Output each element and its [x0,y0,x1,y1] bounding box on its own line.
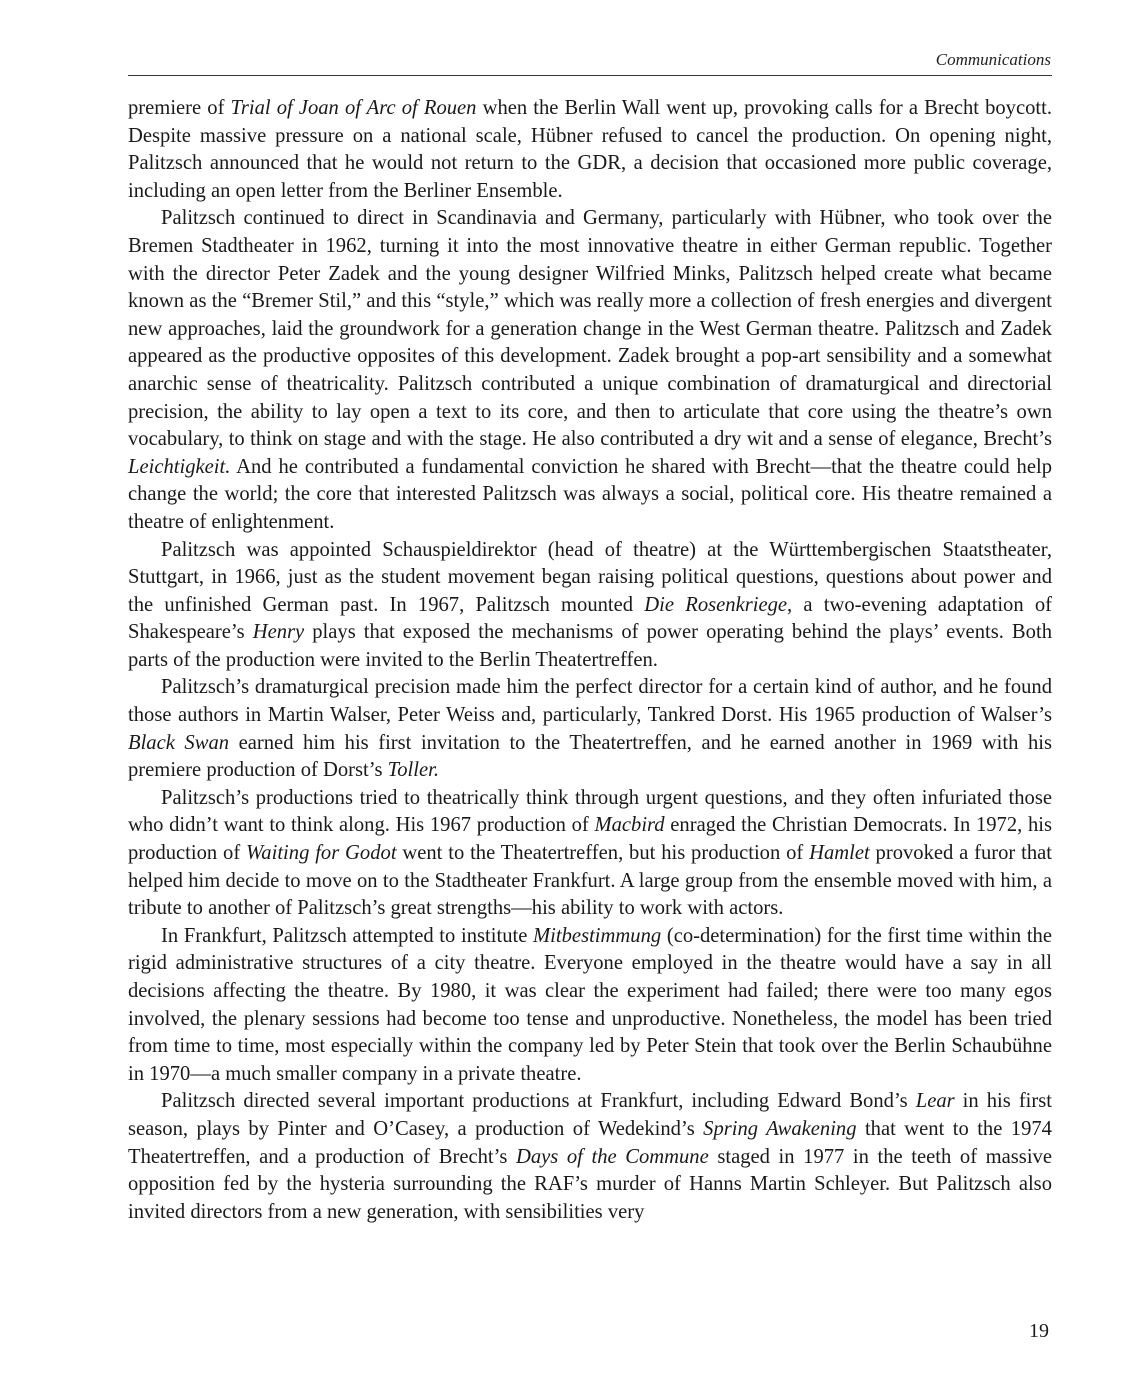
italic-title: Days of the Commune [515,1145,709,1168]
paragraph-1 [128,95,1052,205]
text-run: In Frankfurt, Palitzsch attempted to institute [161,924,534,947]
italic-title: Mitbestimmung [533,924,662,947]
paragraph-4 [128,674,1052,784]
italic-title: Spring Awakening [703,1117,857,1140]
italic-title: Toller. [387,759,439,782]
text-run: , a two-evening adaptation of Shakespeare’s [128,593,1053,644]
italic-title: Henry [252,621,305,644]
paragraph-5 [128,785,1052,923]
running-head: Communications [935,50,1051,69]
text-run: earned him his first invitation to the Theatertreffen, and he earned another in 1969 with his premiere production of Dorst’s [128,731,1052,782]
text-run: staged in 1977 in the teeth of massive opposition fed by the hysteria surrounding the RAF’s murder of Hanns Martin Schleyer. But Palitzsch also invited directors from a new generation, with sensibilities very [128,1145,1052,1223]
body-text [128,95,1052,1226]
text-run: And he contributed a fundamental conviction he shared with Brecht—that the theatre could help change the world; the core that interested Palitzsch was always a social, political core. His theatre remained a theatre of enlightenment. [128,455,1052,533]
italic-title: Black Swan [128,731,230,754]
text-run: Palitzsch directed several important productions at Frankfurt, including Edward Bond’s [161,1090,916,1113]
italic-title: Trial of Joan of Arc of Rouen [230,97,477,119]
text-run: (co-determination) for the first time within the rigid administrative structures of a city theatre. Everyone employed in the theatre would have a say in all decisions affecting the theatre. By 1980, it was clear the experiment had failed; there were too many egos involved, the plenary sessions had become too tense and unproductive. Nonetheless, the model has been tried from time to time, most especially within the company led by Peter Stein that took over the Berlin Schaubühne in 1970—a much smaller company in a private theatre. [128,924,1052,1085]
text-run: went to the Theatertreffen, but his production of [396,842,810,865]
text-run: plays that exposed the mechanisms of power operating behind the plays’ events. Both parts of the production were invited to the Berlin Theatertreffen. [128,621,1052,671]
text-run: enraged the Christian Democrats. In 1972, his production of [128,814,1053,865]
text-run: Palitzsch’s dramaturgical precision made him the perfect director for a certain kind of author, and he found those authors in Martin Walser, Peter Weiss and, particularly, Tankred Dorst. His 1965 production of Walser’s [128,676,1052,727]
header-rule [128,75,1052,76]
italic-title: Lear [915,1090,955,1113]
text-run: Palitzsch continued to direct in Scandinavia and Germany, particularly with Hübner, who took over the Bremen Stadtheater in 1962, turning it into the most innovative theatre in either German republic. Together with the director Peter Zadek and the young designer Wilfried Minks, Palitzsch helped create what became known as the “Bremer Stil,” and this “style,” which was really more a collection of fresh energies and divergent new approaches, laid the groundwork for a generation change in the West German theatre. Palitzsch and Zadek appeared as the productive opposites of this development. Zadek brought a pop-art sensibility and a somewhat anarchic sense of theatricality. Palitzsch contributed a unique combination of dramaturgical and directorial precision, the ability to lay open a text to its core, and then to articulate that core using the theatre’s own vocabulary, to think on stage and with the stage. He also contributed a dry wit and a sense of elegance, Brecht’s [128,207,1052,451]
paragraph-3 [128,537,1052,675]
italic-title: Die Rosenkriege [644,593,788,616]
text-run: when the Berlin Wall went up, provoking calls for a Brecht boycott. Despite massive pressure on a national scale, Hübner refused to cancel the production. On opening night, Palitzsch announced that he would not return to the GDR, a decision that occasioned more public coverage, including an open letter from the Berliner Ensemble. [128,97,1053,202]
paragraph-6 [128,923,1052,1089]
italic-title: Leichtigkeit. [128,455,231,478]
text-run: Palitzsch’s productions tried to theatrically think through urgent questions, and they often infuriated those who didn’t want to think along. His 1967 production of [128,786,1052,837]
text-run: premiere of [128,97,231,119]
paragraph-7 [128,1088,1052,1226]
text-run: that went to the 1974 Theatertreffen, and a production of Brecht’s [128,1117,1052,1168]
page-number: 19 [1029,1320,1049,1342]
italic-title: Macbird [594,814,665,837]
text-run: Palitzsch was appointed Schauspieldirektor (head of theatre) at the Württembergischen Staatstheater, Stuttgart, in 1966, just as the student movement began raising political questions, questions about power and the unfinished German past. In 1967, Palitzsch mounted [128,538,1052,616]
italic-title: Waiting for Godot [246,842,397,865]
text-run: provoked a furor that helped him decide to move on to the Stadtheater Frankfurt. A large group from the ensemble moved with him, a tribute to another of Palitzsch’s great strengths—his ability to work with actors. [128,842,1052,920]
italic-title: Hamlet [809,842,870,865]
text-run: in his first season, plays by Pinter and O’Casey, a production of Wedekind’s [128,1090,1053,1140]
paragraph-2 [128,205,1052,536]
